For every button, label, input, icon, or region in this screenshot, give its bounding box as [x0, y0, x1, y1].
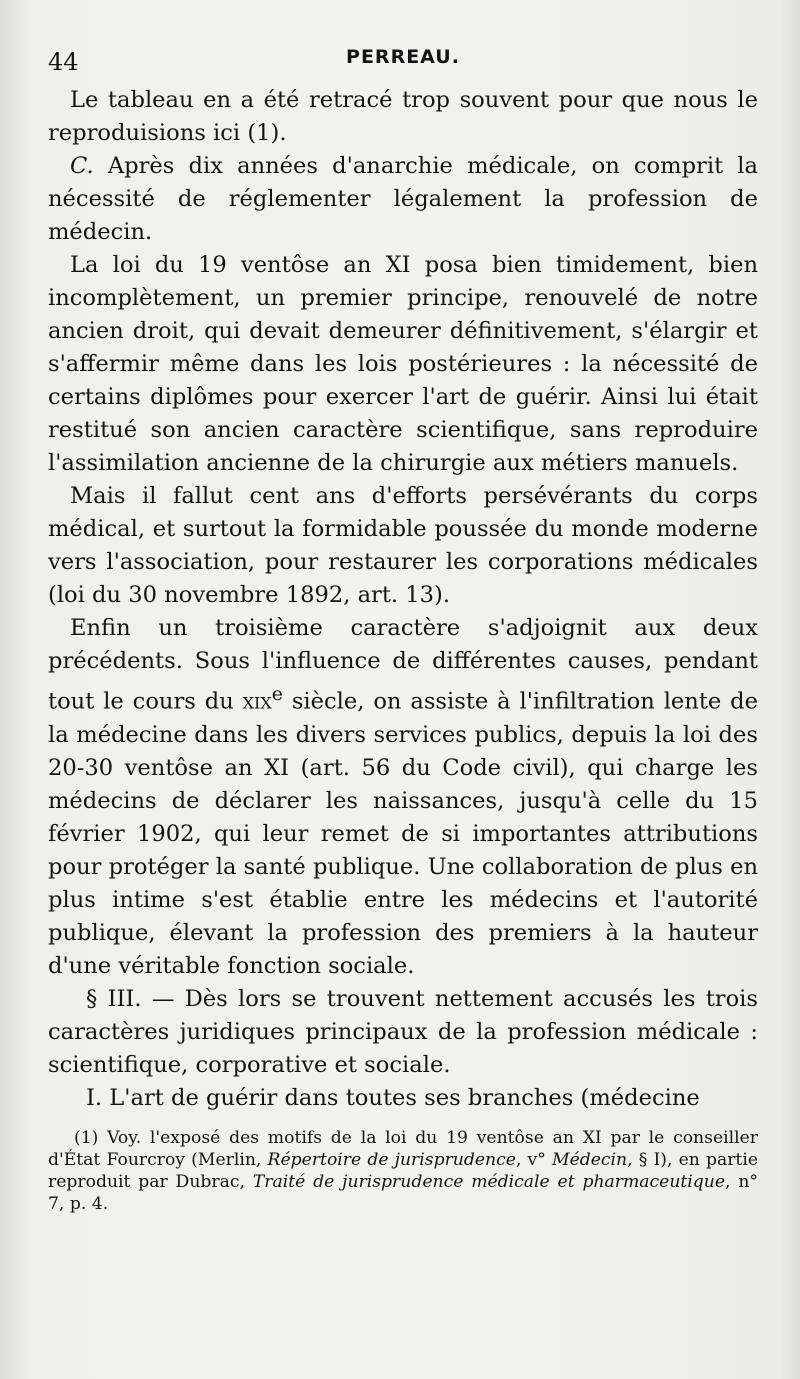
paragraph-2	[48, 150, 758, 249]
footnote-italic-1: Répertoire de jurisprudence	[267, 1149, 516, 1170]
paragraph-2-text: Après dix années d'anarchie médicale, on comprit la nécessité de réglementer légalement la profession de médecin.	[48, 153, 758, 245]
body-text	[48, 84, 758, 1115]
paragraph-5-text-b: siècle, on assiste à l'infiltration lente de la médecine dans les divers services publics, depuis la loi des 20-30 ventôse an XI (art. 56 du Code civil), qui charge les médecins de déclarer les naissances, jusqu'à celle du 15 février 1902, qui leur remet de si importantes attributions pour protéger la santé publique. Une collaboration de plus en plus intime s'est établie entre les médecins et l'autorité publique, élevant la profession des premiers à la hauteur d'une véritable fonction sociale.	[48, 688, 759, 979]
page-header	[48, 40, 758, 84]
footnote-text-4: , n° 7, p. 4.	[48, 1171, 758, 1214]
paragraph-1: Le tableau en a été retracé trop souvent pour que nous le reproduisions ici (1).	[48, 87, 758, 146]
footnote-text-1: (1) Voy. l'exposé des motifs de la loi du 19 ventôse an XI par le conseiller d'État Fourcroy (Merlin,	[48, 1127, 758, 1170]
paragraph-section-3: § III. — Dès lors se trouvent nettement accusés les trois caractères juridiques principaux de la profession médicale : scientifique, corporative et sociale.	[48, 985, 758, 1078]
paragraph-5	[48, 612, 758, 983]
paragraph-5-text-a: Enfin un troisième caractère s'adjoignit aux deux précédents. Sous l'influence de différentes causes, pendant tout le cours du	[48, 615, 758, 715]
paragraph-2-lead: C.	[70, 153, 94, 179]
page-number: 44	[48, 48, 79, 76]
running-head: PERREAU.	[346, 46, 460, 68]
footnote-italic-3: Traité de jurisprudence médicale et pharmaceutique	[252, 1171, 726, 1192]
footnote-text-2: , v°	[515, 1149, 552, 1170]
century-numeral: xix	[242, 688, 272, 715]
footnote-italic-2: Médecin	[551, 1149, 628, 1170]
century-superscript: e	[271, 684, 283, 705]
paragraph-4: Mais il fallut cent ans d'efforts persévérants du corps médical, et surtout la formidable poussée du monde moderne vers l'association, pour restaurer les corporations médicales (loi du 30 novembre 1892, art. 13).	[48, 483, 758, 608]
paragraph-3: La loi du 19 ventôse an XI posa bien timidement, bien incomplètement, un premier principe, renouvelé de notre ancien droit, qui devait demeurer définitivement, s'élargir et s'affermir même dans les lois postérieures : la nécessité de certains diplômes pour exercer l'art de guérir. Ainsi lui était restitué son ancien caractère scientifique, sans reproduire l'assimilation ancienne de la chirurgie aux métiers manuels.	[48, 252, 758, 476]
footnote-text-3: , § I), en partie reproduit par Dubrac,	[48, 1149, 758, 1192]
paragraph-7: I. L'art de guérir dans toutes ses branches (médecine	[86, 1084, 700, 1111]
footnote	[48, 1127, 758, 1215]
